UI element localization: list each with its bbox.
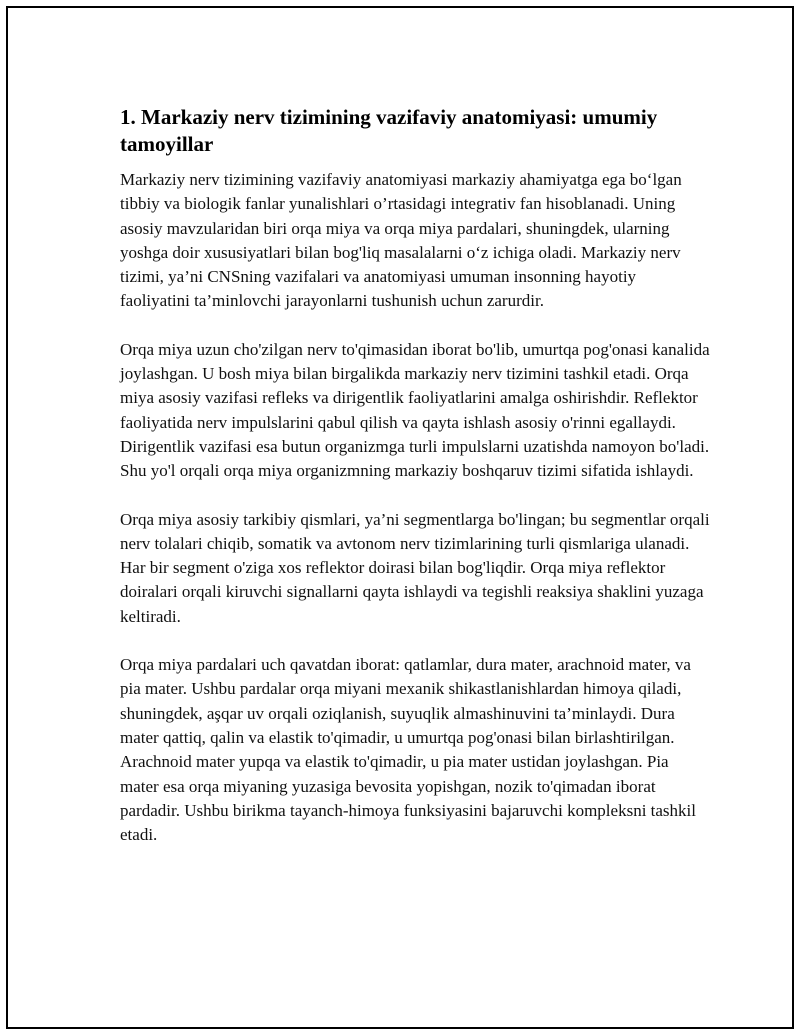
- document-body: [120, 104, 710, 871]
- paragraph-spinal-cord: Orqa miya uzun cho'zilgan nerv to'qimasidan iborat bo'lib, umurtqa pog'onasi kanalida joylashgan. U bosh miya bilan birgalikda markaziy nerv tizimini tashkil etadi. Orqa miya asosiy vazifasi refleks va dirigentlik faoliyatlarini amalga oshirishdir. Reflektor faoliyatida nerv impulslarini qabul qilish va qayta ishlash asosiy o'rinni egallaydi. Dirigentlik vazifasi esa butun organizmga turli impulslarni uzatishda namoyon bo'ladi. Shu yo'l orqali orqa miya organizmning markaziy boshqaruv tizimi sifatida ishlaydi.: [120, 339, 710, 481]
- paragraph-meninges: Orqa miya pardalari uch qavatdan iborat: qatlamlar, dura mater, arachnoid mater, va pia mater. Ushbu pardalar orqa miyani mexanik shikastlanishlardan himoya qiladi, shuningdek, aşqar uv orqali oziqlanish, suyuqlik almashinuvini ta’minlaydi. Dura mater qattiq, qalin va elastik to'qimadir, u umurtqa pog'onasi bilan birlashtirilgan. Arachnoid mater yupqa va elastik to'qimadir, u pia mater ustidan joylashgan. Pia mater esa orqa miyaning yuzasiga bevosita yopishgan, nozik to'qimadan iborat pardadir. Ushbu birikma tayanch-himoya funksiyasini bajaruvchi kompleksni tashkil etadi.: [120, 655, 696, 845]
- page-frame: [6, 6, 794, 1029]
- paragraph-intro: Markaziy nerv tizimining vazifaviy anatomiyasi markaziy ahamiyatga ega bo‘lgan tibbiy va biologik fanlar yunalishlari o’rtasidagi integrativ fan hisoblanadi. Uning asosiy mavzularidan biri orqa miya va orqa miya pardalari, shuningdek, ularning yoshga doir xususiyatlari bilan bog'liq masalalarni o‘z ichiga oladi. Markaziy nerv tizimi, ya’ni CNSning vazifalari va anatomiyasi umuman insonning hayotiy faoliyatini ta’minlovchi jarayonlarni tushunish uchun zarurdir.: [120, 170, 682, 311]
- section-heading: 1. Markaziy nerv tizimining vazifaviy anatomiyasi: umumiy tamoyillar: [120, 105, 658, 156]
- paragraph-segments: Orqa miya asosiy tarkibiy qismlari, ya’ni segmentlarga bo'lingan; bu segmentlar orqali nerv tolalari chiqib, somatik va avtonom nerv tizimlarining turli qismlariga ulanadi. Har bir segment o'ziga xos reflektor doirasi bilan bog'liqdir. Orqa miya reflektor doiralari orqali kiruvchi signallarni qayta ishlaydi va tegishli reaksiya shaklini yuzaga keltiradi.: [120, 509, 710, 626]
